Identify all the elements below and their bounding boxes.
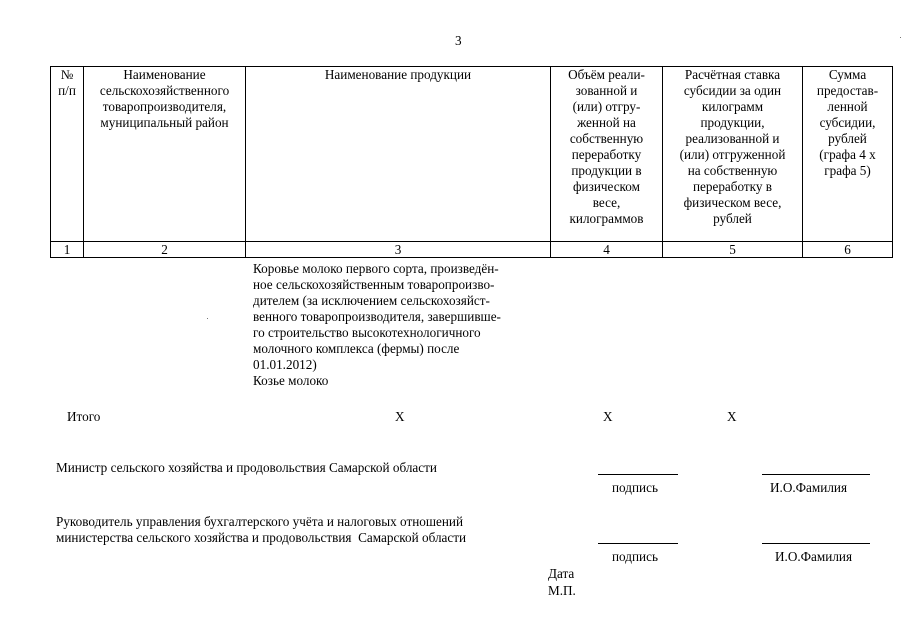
column-number-row bbox=[51, 242, 893, 258]
subsidy-table bbox=[50, 66, 893, 258]
product-line: ное сельскохозяйственным товаропроизво- bbox=[253, 277, 495, 292]
header-line: Сумма bbox=[828, 67, 867, 82]
product-line: 01.01.2012) bbox=[253, 357, 317, 372]
table-header-row bbox=[51, 67, 893, 242]
product-line: дителем (за исключением сельскохозяйст- bbox=[253, 293, 490, 308]
stamp-label: М.П. bbox=[548, 583, 576, 598]
header-cell-product bbox=[246, 67, 551, 242]
total-mark: X bbox=[727, 409, 737, 424]
header-line: Наименование продукции bbox=[324, 67, 472, 82]
header-line: сельскохозяйственного bbox=[99, 83, 230, 98]
date-label: Дата bbox=[548, 566, 575, 581]
signature-line bbox=[598, 543, 678, 544]
header-line: муниципальный район bbox=[100, 115, 229, 130]
position-line: министерства сельского хозяйства и продовольствия Самарской области bbox=[56, 530, 467, 545]
header-line: реализованной и bbox=[685, 131, 780, 146]
header-line: рублей bbox=[828, 131, 867, 146]
name-caption: И.О.Фамилия bbox=[770, 480, 848, 495]
column-number: 3 bbox=[246, 242, 551, 258]
header-line: рублей bbox=[713, 211, 752, 226]
page-number: 3 bbox=[455, 33, 462, 48]
header-line: (или) отгру- bbox=[572, 99, 641, 114]
total-mark: X bbox=[603, 409, 613, 424]
column-number: 2 bbox=[84, 242, 246, 258]
header-cell-sum bbox=[803, 67, 893, 242]
header-line: субсидии, bbox=[819, 115, 876, 130]
column-number: 1 bbox=[51, 242, 84, 258]
signature-line bbox=[598, 474, 678, 475]
header-cell-volume bbox=[551, 67, 663, 242]
header-line: физическом bbox=[573, 179, 640, 194]
header-line: продукции в bbox=[571, 163, 642, 178]
scan-speck bbox=[900, 37, 901, 38]
name-line bbox=[762, 543, 870, 544]
header-line: Наименование bbox=[123, 67, 206, 82]
position-line: Руководитель управления бухгалтерского учёта и налоговых отношений bbox=[56, 514, 464, 529]
header-cell-producer bbox=[84, 67, 246, 242]
header-line: килограммов bbox=[569, 211, 644, 226]
product-line: Козье молоко bbox=[253, 373, 329, 388]
product-list bbox=[253, 261, 558, 389]
header-line: ленной bbox=[827, 99, 868, 114]
accounting-head-position bbox=[56, 514, 556, 546]
signature-caption: подпись bbox=[612, 549, 658, 564]
header-line: Расчётная ставка bbox=[684, 67, 781, 82]
header-line: предостав- bbox=[816, 83, 879, 98]
product-line: Коровье молоко первого сорта, произведён- bbox=[253, 261, 499, 276]
product-line: венного товаропроизводителя, завершивше- bbox=[253, 309, 501, 324]
header-cell-rate bbox=[663, 67, 803, 242]
total-label: Итого bbox=[67, 409, 101, 424]
signature-caption: подпись bbox=[612, 480, 658, 495]
header-line: (или) отгруженной bbox=[679, 147, 786, 162]
name-line bbox=[762, 474, 870, 475]
header-line: Объём реали- bbox=[568, 67, 645, 82]
column-number: 4 bbox=[551, 242, 663, 258]
header-line: графа 5) bbox=[824, 163, 871, 178]
header-line: № bbox=[60, 67, 74, 82]
column-number: 5 bbox=[663, 242, 803, 258]
header-line: физическом весе, bbox=[683, 195, 782, 210]
header-line: продукции, bbox=[700, 115, 765, 130]
header-line: зованной и bbox=[575, 83, 638, 98]
header-line: весе, bbox=[592, 195, 621, 210]
column-number: 6 bbox=[803, 242, 893, 258]
scan-speck bbox=[207, 318, 208, 319]
header-cell-number bbox=[51, 67, 84, 242]
product-line: молочного комплекса (фермы) после bbox=[253, 341, 460, 356]
header-line: на собственную bbox=[687, 163, 778, 178]
total-mark: X bbox=[395, 409, 405, 424]
header-line: п/п bbox=[58, 83, 76, 98]
header-line: переработку в bbox=[692, 179, 773, 194]
header-line: (графа 4 х bbox=[819, 147, 876, 162]
header-line: субсидии за один bbox=[683, 83, 782, 98]
header-line: товаропроизводителя, bbox=[102, 99, 227, 114]
product-line: го строительство высокотехнологичного bbox=[253, 325, 481, 340]
minister-position: Министр сельского хозяйства и продовольствия Самарской области bbox=[56, 460, 437, 475]
header-line: собственную bbox=[569, 131, 644, 146]
name-caption: И.О.Фамилия bbox=[775, 549, 853, 564]
header-line: женной на bbox=[577, 115, 636, 130]
header-line: переработку bbox=[571, 147, 642, 162]
header-line: килограмм bbox=[701, 99, 764, 114]
